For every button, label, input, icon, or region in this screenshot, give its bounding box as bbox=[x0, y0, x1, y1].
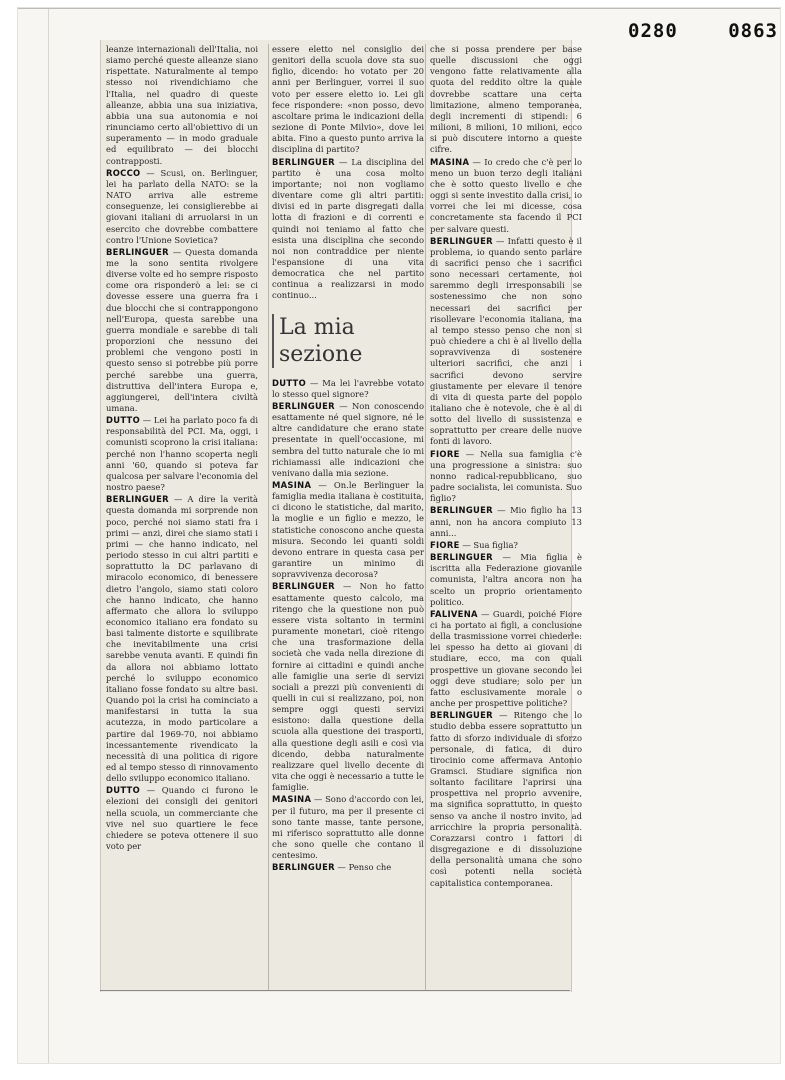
interview-paragraph bbox=[106, 494, 258, 784]
interview-paragraph bbox=[272, 401, 424, 479]
archive-codes bbox=[628, 20, 778, 42]
section-heading-box bbox=[272, 314, 424, 368]
speaker-name: FIORE bbox=[430, 448, 460, 459]
paragraph-text: — Quando ci furono le elezioni dei consigli dei genitori nella scuola, un commerciante che vive nel suo quartiere le fece chiedere se poteva ottenere il suo voto per bbox=[106, 785, 258, 852]
paragraph-text: — Mia figlia è iscritta alla Federazione giovanile comunista, l'altra ancora non ha scelto un proprio orientamento politico. bbox=[430, 552, 582, 607]
paragraph-text: — Sono d'accordo con lei, per il futuro, ma per il presente ci sono tante masse, tante persone, mi riferisco soprattutto alle donne che sono quelle che contano il centesimo. bbox=[272, 794, 424, 861]
paragraph-text: — La disciplina del partito è una cosa molto importante; noi non vogliamo diventare come gli altri partiti: divisi ed in parte disgregati dalla lotta di frazioni e di correnti e quindi noi teniamo al fatto che esista una disciplina che secondo noi non contraddice per niente l'espansione di una vita democratica che nel partito continua a realizzarsi in modo continuo... bbox=[272, 156, 424, 301]
speaker-name: BERLINGUER bbox=[272, 862, 335, 873]
binding-strip bbox=[18, 8, 49, 1063]
interview-paragraph bbox=[272, 480, 424, 580]
interview-paragraph bbox=[106, 44, 258, 167]
paragraph-text: — Nella sua famiglia c'è una progressione a sinistra: suo nonno radical-repubblicano, suo padre socialista, lei comunista. Suo figlio? bbox=[430, 448, 582, 504]
speaker-name: FIORE bbox=[430, 539, 460, 550]
paragraph-text: — Io credo che c'è per lo meno un buon terzo degli italiani che è sotto questo livello e che oggi si sente investito dalla crisi, io vorrei che lei mi dicesse, cosa concretamente sta facendo il PCI per salvare questi. bbox=[430, 156, 582, 234]
paragraph-text: — On.le Berlinguer la famiglia media italiana è costituita, ci dicono le statistiche, dal marito, la moglie e un figlio e mezzo, le statistiche conoscono anche questa misura. Secondo lei quanti soldi devono entrare in questa casa per garantire un minimo di sopravvivenza decorosa? bbox=[272, 480, 424, 580]
paragraph-text: — Sua figlia? bbox=[462, 539, 518, 550]
paragraph-text: — Ma lei l'avrebbe votato lo stesso quel signore? bbox=[272, 377, 424, 399]
interview-paragraph bbox=[430, 44, 582, 156]
interview-paragraph bbox=[430, 540, 582, 551]
paragraph-text: — Infatti questo è il problema, io quando sento parlare di sacrifici penso che i sacrifici sono necessari certamente, noi saremmo degli irresponsabili se sostenessimo che non sono necessari dei sacrifici per risollevare l'economia italiana, ma al tempo stesso penso che non si può chiedere a chi è al livello della sopravvivenza di sostenere ulteriori sacrifici, che anzi i sacrifici devono servire giustamente per elevare il tenore di vita di questa parte del popolo italiano che è notevole, che è al di sotto del livello di sussistenza e soprattutto per creare delle nuove fonti di lavoro. bbox=[430, 235, 582, 447]
text-column-1 bbox=[106, 44, 258, 990]
speaker-name: ROCCO bbox=[106, 167, 141, 178]
interview-paragraph bbox=[272, 581, 424, 793]
interview-paragraph bbox=[106, 785, 258, 852]
interview-paragraph bbox=[272, 794, 424, 861]
section-heading: La mia sezione bbox=[279, 314, 363, 367]
interview-paragraph bbox=[430, 449, 582, 505]
paragraph-text: essere eletto nel consiglio dei genitori della scuola dove sta suo figlio, dicendo: ho votato per 20 anni per Berlinguer, vorrei il suo voto per essere eletto io. Lei gli fece rispondere: «non posso, devo ascoltare prima le indicazioni della sezione di Ponte Milvio», dove lei abita. Fino a questo punto arriva la disciplina di partito? bbox=[272, 44, 424, 155]
paragraph-text: — Guardi, poiché Fiore ci ha portato ai figli, a conclusione della trasmissione vorrei chiederle: lei spesso ha detto ai giovani di studiare, ecco, ma con quali prospettive un giovane secondo lei oggi deve studiare; solo per un fatto esclusivamente morale o anche per prospettive politiche? bbox=[430, 608, 582, 709]
speaker-name: BERLINGUER bbox=[106, 246, 169, 257]
paragraph-text: — Lei ha parlato poco fa di responsabilità del PCI. Ma, oggi, i comunisti scoprono la crisi italiana: perché non l'hanno scoperta negli anni '60, quando si poteva far qualcosa per salvare l'economia del nostro paese? bbox=[106, 415, 258, 493]
interview-paragraph bbox=[430, 710, 582, 889]
interview-paragraph bbox=[106, 168, 258, 246]
paragraph-text: che si possa prendere per base quelle discussioni che oggi vengono fatte relativamente alla quota del reddito oltre la quale dovrebbe scattare una certa limitazione, almeno temporanea, degli incrementi di stipendi: 6 milioni, 8 milioni, 10 milioni, ecco si può discutere intorno a queste cifre. bbox=[430, 44, 582, 155]
column-divider bbox=[425, 44, 426, 990]
paragraph-text: — Penso che bbox=[337, 862, 392, 873]
speaker-name: DUTTO bbox=[106, 415, 140, 426]
clipping-bottom-rule bbox=[100, 990, 570, 991]
speaker-name: BERLINGUER bbox=[272, 581, 335, 592]
speaker-name: BERLINGUER bbox=[430, 235, 493, 246]
interview-paragraph bbox=[272, 862, 424, 873]
paragraph-text: — Non ho fatto esattamente questo calcolo, ma ritengo che la questione non può essere vista soltanto in termini puramente monetari, cioè ritengo che una trasformazione della società che vada nella direzione di fornire ai cittadini e quindi anche alle famiglie una serie di servizi sociali a prezzi più convenienti di quelli in cui si realizzano, poi, non sempre oggi questi servizi esistono: dalla questione della scuola alla questione dei trasporti, alla questione degli asili e così via dicendo, debba naturalmente realizzare quel livello decente di vita che oggi è necessario a tutte le famiglie. bbox=[272, 581, 424, 793]
text-column-2 bbox=[272, 44, 424, 990]
text-column-3 bbox=[430, 44, 582, 990]
interview-paragraph bbox=[430, 609, 582, 709]
speaker-name: MASINA bbox=[430, 156, 470, 167]
paragraph-text: — Scusi, on. Berlinguer, lei ha parlato della NATO: se la NATO arriva alle estreme conseguenze, lei consiglierebbe ai giovani italiani di arruolarsi in un esercito che dovrebbe combattere contro l'Unione Sovietica? bbox=[106, 167, 258, 245]
interview-paragraph bbox=[272, 44, 424, 156]
speaker-name: BERLINGUER bbox=[106, 494, 169, 505]
speaker-name: BERLINGUER bbox=[430, 552, 493, 563]
top-edge-rule bbox=[18, 8, 780, 9]
interview-paragraph bbox=[430, 552, 582, 608]
speaker-name: BERLINGUER bbox=[430, 505, 493, 516]
speaker-name: FALIVENA bbox=[430, 608, 478, 619]
speaker-name: BERLINGUER bbox=[272, 400, 335, 411]
interview-paragraph bbox=[430, 505, 582, 538]
paragraph-text: — Mio figlio ha 13 anni, non ha ancora compiuto 13 anni... bbox=[430, 505, 582, 538]
speaker-name: BERLINGUER bbox=[430, 710, 493, 721]
speaker-name: DUTTO bbox=[272, 377, 306, 388]
interview-paragraph bbox=[430, 157, 582, 235]
paragraph-text: leanze internazionali dell'Italia, noi siamo perché queste alleanze siano rispettate. Naturalmente al tempo stesso noi rivendichiamo che l'Italia, nel quadro di queste alleanze, abbia una sua iniziativa, abbia una sua autonomia e noi rinunciamo certo all'obiettivo di un superamento — in modo graduale ed equilibrato — dei blocchi contrapposti. bbox=[106, 44, 258, 166]
speaker-name: BERLINGUER bbox=[272, 156, 335, 167]
speaker-name: MASINA bbox=[272, 480, 312, 490]
speaker-name: MASINA bbox=[272, 794, 312, 805]
paragraph-text: — Non conoscendo esattamente né quel signore, né le altre candidature che erano state presentate in quell'occasione, mi sembra del tutto naturale che io mi richiamassi alle indicazioni che venivano dalla mia sezione. bbox=[272, 400, 424, 478]
archive-code-2: 0863 bbox=[728, 20, 778, 42]
column-divider bbox=[268, 44, 269, 990]
interview-paragraph bbox=[272, 378, 424, 400]
archive-code-1: 0280 bbox=[628, 20, 678, 42]
paragraph-text: — A dire la verità questa domanda mi sorprende non poco, perché noi siamo stati fra i primi — anzi, direi che siamo stati i primi — che hanno indicato, nel periodo stesso in cui altri partiti e soprattutto la DC parlavano di miracolo economico, di benessere dietro l'angolo, siamo stati coloro che hanno indicato, che hanno affermato che allora lo sviluppo economico italiano era fondato su basi talmente distorte e squilibrate che inevitabilmente una crisi sarebbe venuta avanti. E quindi fin da allora noi abbiamo lottato perché lo sviluppo economico italiano fosse fondato su altre basi. Quando poi la crisi ha cominciato a manifestarsi in tutta la sua acutezza, in modo particolare a partire dal 1969-70, noi abbiamo incessantemente rivendicato la necessità di una politica di rigore ed al tempo stesso di rinnovamento dello sviluppo economico italiano. bbox=[106, 494, 258, 784]
paragraph-text: — Questa domanda me la sono sentita rivolgere diverse volte ed ho sempre risposto come ora risponderò a lei: se ci dovesse essere una guerra fra i due blocchi che si contrappongono nell'Europa, questa sarebbe una guerra mondiale e sarebbe di tali proporzioni che nessuno dei problemi che vengono posti in questo senso si potrebbe più porre perché sarebbe una guerra, distruttiva dell'intera Europa e, aggiungerei, dell'intera civiltà umana. bbox=[106, 246, 258, 413]
interview-paragraph bbox=[106, 415, 258, 493]
interview-paragraph bbox=[430, 236, 582, 448]
speaker-name: DUTTO bbox=[106, 785, 140, 796]
interview-paragraph bbox=[272, 157, 424, 302]
interview-paragraph bbox=[106, 247, 258, 414]
paragraph-text: — Ritengo che lo studio debba essere soprattutto un fatto di sforzo individuale di sforzo personale, di fatica, di duro tirocinio come affermava Antonio Gramsci. Studiare significa non soltanto facilitare l'aprirsi una prospettiva nel proprio avvenire, ma significa soprattutto, in questo senso va anche il nostro invito, ad arricchire la propria personalità. Corazzarsi contro i fattori di disgregazione e di dissoluzione della personalità umana che sono così potenti nella società capitalistica contemporanea. bbox=[430, 710, 582, 888]
